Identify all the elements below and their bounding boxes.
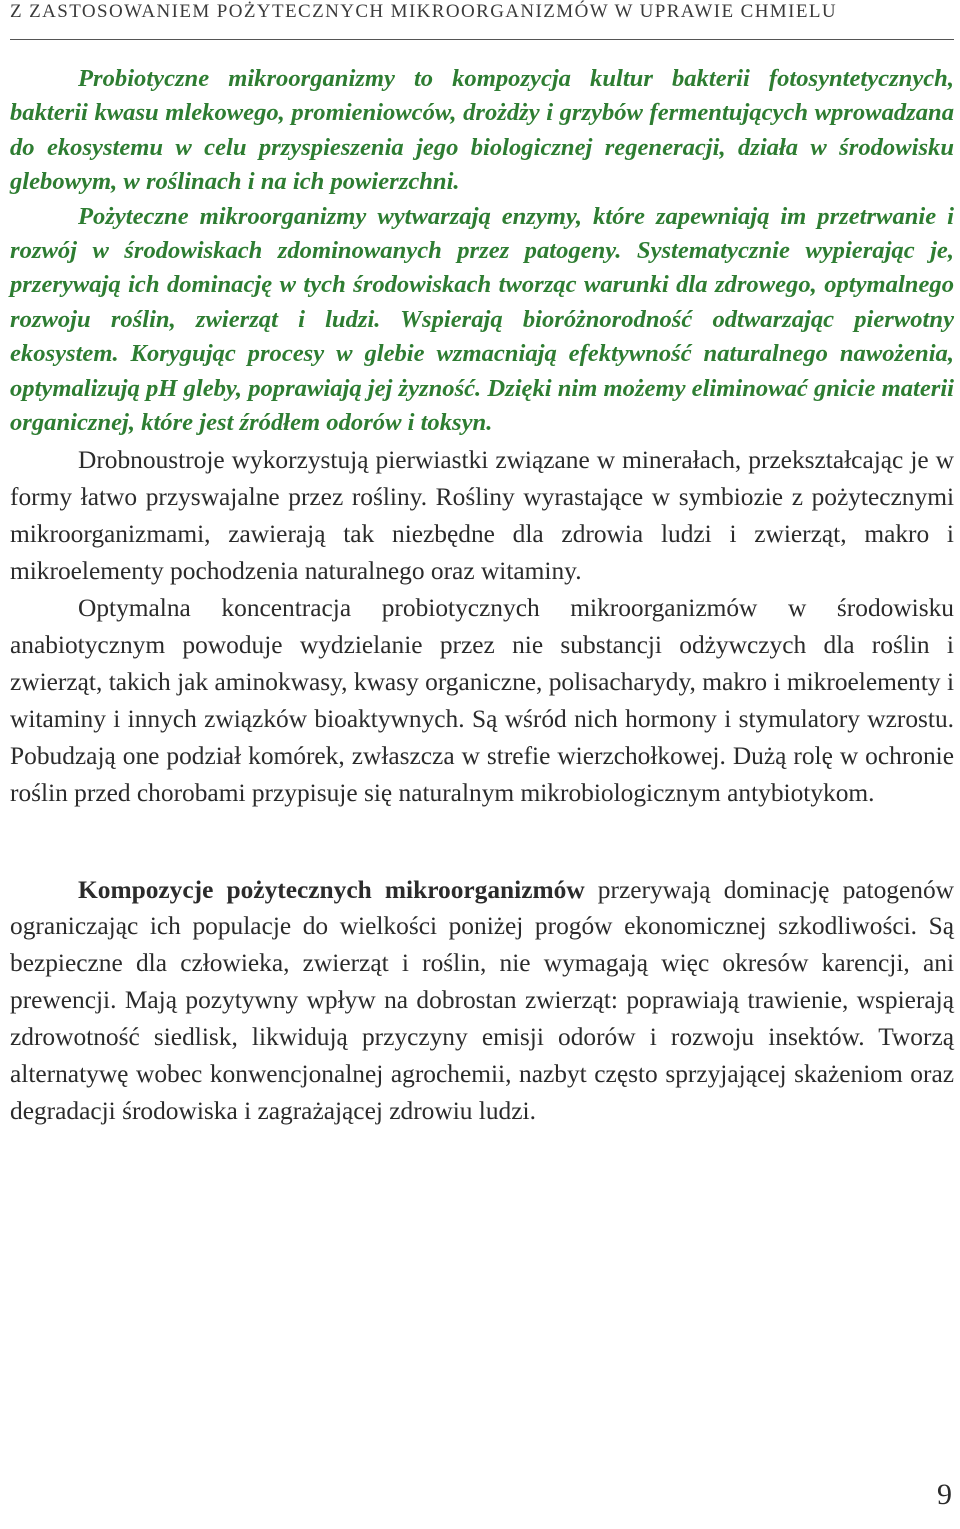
body-paragraph-1: Drobnoustroje wykorzystują pierwiastki związane w minerałach, przekształcając je w formy łatwo przyswajalne przez rośliny. Rośliny wyrastające w symbiozie z pożytecznymi mikroorganizmami, zawierają tak niezbędne dla zdrowia ludzi i zwierząt, makro i mikroelementy pochodzenia naturalnego oraz witaminy.: [10, 446, 954, 586]
running-header: [10, 0, 954, 40]
paragraph-lead-term: Kompozycje pożytecznych mikroorganizmów: [78, 875, 585, 904]
page-content: [10, 62, 954, 1130]
intro-section: [10, 62, 954, 440]
body-paragraph-3: [10, 872, 954, 1130]
page-number: 9: [937, 1478, 952, 1511]
running-title: Z ZASTOSOWANIEM POŻYTECZNYCH MIKROORGANIZMÓW W UPRAWIE CHMIELU: [10, 1, 837, 22]
body-paragraph-3-text: przerywają dominację patogenów ograniczając ich populacje do wielkości poniżej progów ekonomicznej szkodliwości. Są bezpieczne dla człowieka, zwierząt i roślin, nie wymagają więc okresów karencji, ani prewencji. Mają pozytywny wpływ na dobrostan zwierząt: poprawiają trawienie, wspierają zdrowotność siedlisk, likwidują przyczyny emisji odorów i rozwoju insektów. Tworzą alternatywę wobec konwencjonalnej agrochemii, nazbyt często sprzyjającej skażeniom oraz degradacji środowiska i zagrażającej zdrowiu ludzi.: [10, 875, 954, 1125]
body-section: [10, 442, 954, 1129]
body-paragraph-2: Optymalna koncentracja probiotycznych mikroorganizmów w środowisku anabiotycznym powoduje wydzielanie przez nie substancji odżywczych dla roślin i zwierząt, takich jak aminokwasy, kwasy organiczne, polisacharydy, makro i mikroelementy i witaminy i innych związków bioaktywnych. Są wśród nich hormony i stymulatory wzrostu. Pobudzają one podział komórek, zwłaszcza w strefie wierzchołkowej. Dużą rolę w ochronie roślin przed chorobami przypisuje się naturalnym mikrobiologicznym antybiotykom.: [10, 594, 954, 807]
intro-paragraph-1: Probiotyczne mikroorganizmy to kompozycja kultur bakterii fotosyntetycznych, bakterii kwasu mlekowego, promieniowców, drożdży i grzybów fermentujących wprowadzana do ekosystemu w celu przyspieszenia jego biologicznej regeneracji, działa w środowisku glebowym, w roślinach i na ich powierzchni.: [10, 65, 954, 196]
intro-paragraph-2: Pożyteczne mikroorganizmy wytwarzają enzymy, które zapewniają im przetrwanie i rozwój w środowiskach zdominowanych przez patogeny. Systematycznie wypierając je, przerywają ich dominację w tych środowiskach tworząc warunki dla zdrowego, optymalnego rozwoju roślin, zwierząt i ludzi. Wspierają bioróżnorodność odtwarzając pierwotny ekosystem. Korygując procesy w glebie wzmacniają efektywność naturalnego nawożenia, optymalizują pH gleby, poprawiają jej żyzność. Dzięki nim możemy eliminować gnicie materii organicznej, które jest źródłem odorów i toksyn.: [10, 202, 954, 437]
